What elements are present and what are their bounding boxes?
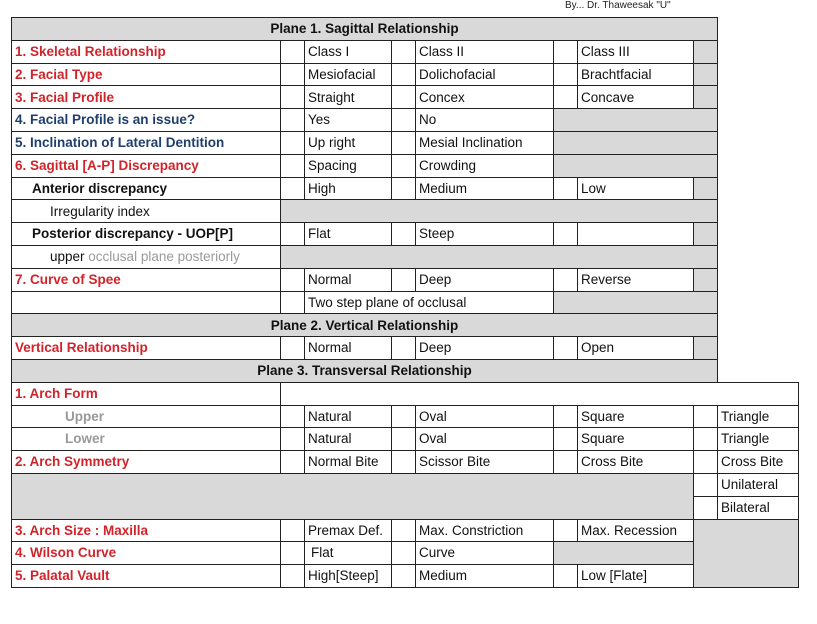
checkbox-cell[interactable] xyxy=(281,268,305,291)
option-cell: Square xyxy=(578,428,694,451)
option-cell: Crowding xyxy=(416,154,554,177)
checkbox-cell[interactable] xyxy=(554,428,578,451)
option-cell: Triangle xyxy=(718,405,799,428)
checkbox-cell[interactable] xyxy=(281,177,305,200)
plane3-title: Plane 3. Transversal Relationship xyxy=(12,359,718,382)
checkbox-cell[interactable] xyxy=(554,565,578,588)
lower-label: Lower xyxy=(12,428,281,451)
diagnosis-table xyxy=(11,17,799,588)
inclination-row xyxy=(12,131,799,154)
option-cell xyxy=(578,223,694,246)
option-cell: Deep xyxy=(416,337,554,360)
option-cell: Up right xyxy=(305,131,392,154)
checkbox-cell[interactable] xyxy=(554,63,578,86)
option-cell: Class I xyxy=(305,40,392,63)
checkbox-cell[interactable] xyxy=(392,177,416,200)
anterior-label: Anterior discrepancy xyxy=(12,177,281,200)
option-cell: Max. Constriction xyxy=(416,519,554,542)
arch-symmetry-row xyxy=(12,451,799,474)
checkbox-cell[interactable] xyxy=(554,86,578,109)
facial-profile-row xyxy=(12,86,799,109)
upper-label: Upper xyxy=(12,405,281,428)
checkbox-cell[interactable] xyxy=(392,63,416,86)
curve-spee-row xyxy=(12,268,799,291)
checkbox-cell[interactable] xyxy=(392,451,416,474)
checkbox-cell[interactable] xyxy=(281,565,305,588)
option-cell: Medium xyxy=(416,177,554,200)
checkbox-cell[interactable] xyxy=(392,223,416,246)
upper-row xyxy=(12,405,799,428)
option-cell: High[Steep] xyxy=(305,565,392,588)
facial-type-row xyxy=(12,63,799,86)
option-cell: Bilateral xyxy=(718,496,799,519)
checkbox-cell[interactable] xyxy=(392,109,416,132)
option-cell: Brachtfacial xyxy=(578,63,694,86)
option-cell: Premax Def. xyxy=(305,519,392,542)
option-cell: Curve xyxy=(416,542,554,565)
option-cell: Normal xyxy=(305,337,392,360)
option-cell: Mesial Inclination xyxy=(416,131,554,154)
irregularity-row xyxy=(12,200,799,223)
vertical-row xyxy=(12,337,799,360)
curve-spee-label: 7. Curve of Spee xyxy=(12,268,281,291)
checkbox-cell[interactable] xyxy=(694,428,718,451)
checkbox-cell[interactable] xyxy=(281,428,305,451)
checkbox-cell[interactable] xyxy=(392,542,416,565)
sagittal-discrepancy-label: 6. Sagittal [A-P] Discrepancy xyxy=(12,154,281,177)
plane1-title: Plane 1. Sagittal Relationship xyxy=(12,18,718,41)
profile-issue-row xyxy=(12,109,799,132)
option-cell: Flat xyxy=(305,542,392,565)
option-cell: Yes xyxy=(305,109,392,132)
option-cell: Steep xyxy=(416,223,554,246)
option-cell: Flat xyxy=(305,223,392,246)
checkbox-cell[interactable] xyxy=(694,473,718,496)
checkbox-cell[interactable] xyxy=(694,405,718,428)
option-cell: Cross Bite xyxy=(718,451,799,474)
arch-size-row xyxy=(12,519,799,542)
checkbox-cell[interactable] xyxy=(554,268,578,291)
checkbox-cell[interactable] xyxy=(281,519,305,542)
plane1-header-row xyxy=(12,18,799,41)
option-cell: Open xyxy=(578,337,694,360)
arch-size-label: 3. Arch Size : Maxilla xyxy=(12,519,281,542)
option-cell: Low [Flate] xyxy=(578,565,694,588)
option-cell: Cross Bite xyxy=(578,451,694,474)
checkbox-cell[interactable] xyxy=(554,177,578,200)
palatal-label: 5. Palatal Vault xyxy=(12,565,281,588)
checkbox-cell[interactable] xyxy=(281,542,305,565)
option-cell: Unilateral xyxy=(718,473,799,496)
wilson-label: 4. Wilson Curve xyxy=(12,542,281,565)
option-cell: Natural xyxy=(305,405,392,428)
checkbox-cell[interactable] xyxy=(392,519,416,542)
uop-row xyxy=(12,245,799,268)
checkbox-cell[interactable] xyxy=(281,109,305,132)
checkbox-cell[interactable] xyxy=(392,154,416,177)
option-cell: Deep xyxy=(416,268,554,291)
option-cell: Dolichofacial xyxy=(416,63,554,86)
two-step-row xyxy=(12,291,799,314)
vertical-label: Vertical Relationship xyxy=(12,337,281,360)
posterior-row xyxy=(12,223,799,246)
checkbox-cell[interactable] xyxy=(554,40,578,63)
option-cell: Scissor Bite xyxy=(416,451,554,474)
checkbox-cell[interactable] xyxy=(392,337,416,360)
checkbox-cell[interactable] xyxy=(392,405,416,428)
skeletal-row xyxy=(12,40,799,63)
checkbox-cell[interactable] xyxy=(694,496,718,519)
option-cell: Class II xyxy=(416,40,554,63)
option-cell: Square xyxy=(578,405,694,428)
wilson-row xyxy=(12,542,799,565)
checkbox-cell[interactable] xyxy=(281,40,305,63)
checkbox-cell[interactable] xyxy=(281,131,305,154)
option-cell: High xyxy=(305,177,392,200)
author-credit: By... Dr. Thaweesak "U" xyxy=(565,0,671,11)
option-cell: Triangle xyxy=(718,428,799,451)
option-cell: Concave xyxy=(578,86,694,109)
checkbox-cell[interactable] xyxy=(694,451,718,474)
checkbox-cell[interactable] xyxy=(392,268,416,291)
skeletal-label: 1. Skeletal Relationship xyxy=(12,40,281,63)
checkbox-cell[interactable] xyxy=(281,337,305,360)
checkbox-cell[interactable] xyxy=(554,337,578,360)
checkbox-cell[interactable] xyxy=(281,86,305,109)
checkbox-cell[interactable] xyxy=(554,451,578,474)
checkbox-cell[interactable] xyxy=(392,131,416,154)
checkbox-cell[interactable] xyxy=(392,40,416,63)
checkbox-cell[interactable] xyxy=(281,63,305,86)
option-cell: Low xyxy=(578,177,694,200)
checkbox-cell[interactable] xyxy=(554,223,578,246)
checkbox-cell[interactable] xyxy=(281,451,305,474)
posterior-label: Posterior discrepancy - UOP[P] xyxy=(12,223,281,246)
lower-row xyxy=(12,428,799,451)
checkbox-cell[interactable] xyxy=(281,223,305,246)
unilateral-row xyxy=(12,473,799,496)
plane3-header-row xyxy=(12,359,799,382)
option-cell: Normal xyxy=(305,268,392,291)
checkbox-cell[interactable] xyxy=(554,519,578,542)
facial-profile-label: 3. Facial Profile xyxy=(12,86,281,109)
two-step-option: Two step plane of occlusal xyxy=(305,291,554,314)
checkbox-cell[interactable] xyxy=(281,405,305,428)
option-cell: Class III xyxy=(578,40,694,63)
option-cell: Natural xyxy=(305,428,392,451)
checkbox-cell[interactable] xyxy=(281,154,305,177)
option-cell: Oval xyxy=(416,428,554,451)
option-cell: No xyxy=(416,109,554,132)
checkbox-cell[interactable] xyxy=(281,291,305,314)
option-cell: Oval xyxy=(416,405,554,428)
arch-form-row xyxy=(12,382,799,405)
option-cell: Medium xyxy=(416,565,554,588)
plane2-title: Plane 2. Vertical Relationship xyxy=(12,314,718,337)
irregularity-label: Irregularity index xyxy=(12,200,281,223)
arch-symmetry-label: 2. Arch Symmetry xyxy=(12,451,281,474)
checkbox-cell[interactable] xyxy=(554,405,578,428)
palatal-row xyxy=(12,565,799,588)
option-cell: Straight xyxy=(305,86,392,109)
checkbox-cell[interactable] xyxy=(392,86,416,109)
profile-issue-label: 4. Facial Profile is an issue? xyxy=(12,109,281,132)
option-cell: Max. Recession xyxy=(578,519,694,542)
option-cell: Spacing xyxy=(305,154,392,177)
plane2-header-row xyxy=(12,314,799,337)
arch-form-label: 1. Arch Form xyxy=(12,382,281,405)
option-cell: Reverse xyxy=(578,268,694,291)
anterior-row xyxy=(12,177,799,200)
checkbox-cell[interactable] xyxy=(392,428,416,451)
option-cell: Mesiofacial xyxy=(305,63,392,86)
checkbox-cell[interactable] xyxy=(392,565,416,588)
uop-label: upper occlusal plane posteriorly xyxy=(12,245,281,268)
facial-type-label: 2. Facial Type xyxy=(12,63,281,86)
option-cell: Concex xyxy=(416,86,554,109)
sagittal-discrepancy-row xyxy=(12,154,799,177)
inclination-label: 5. Inclination of Lateral Dentition xyxy=(12,131,281,154)
option-cell: Normal Bite xyxy=(305,451,392,474)
